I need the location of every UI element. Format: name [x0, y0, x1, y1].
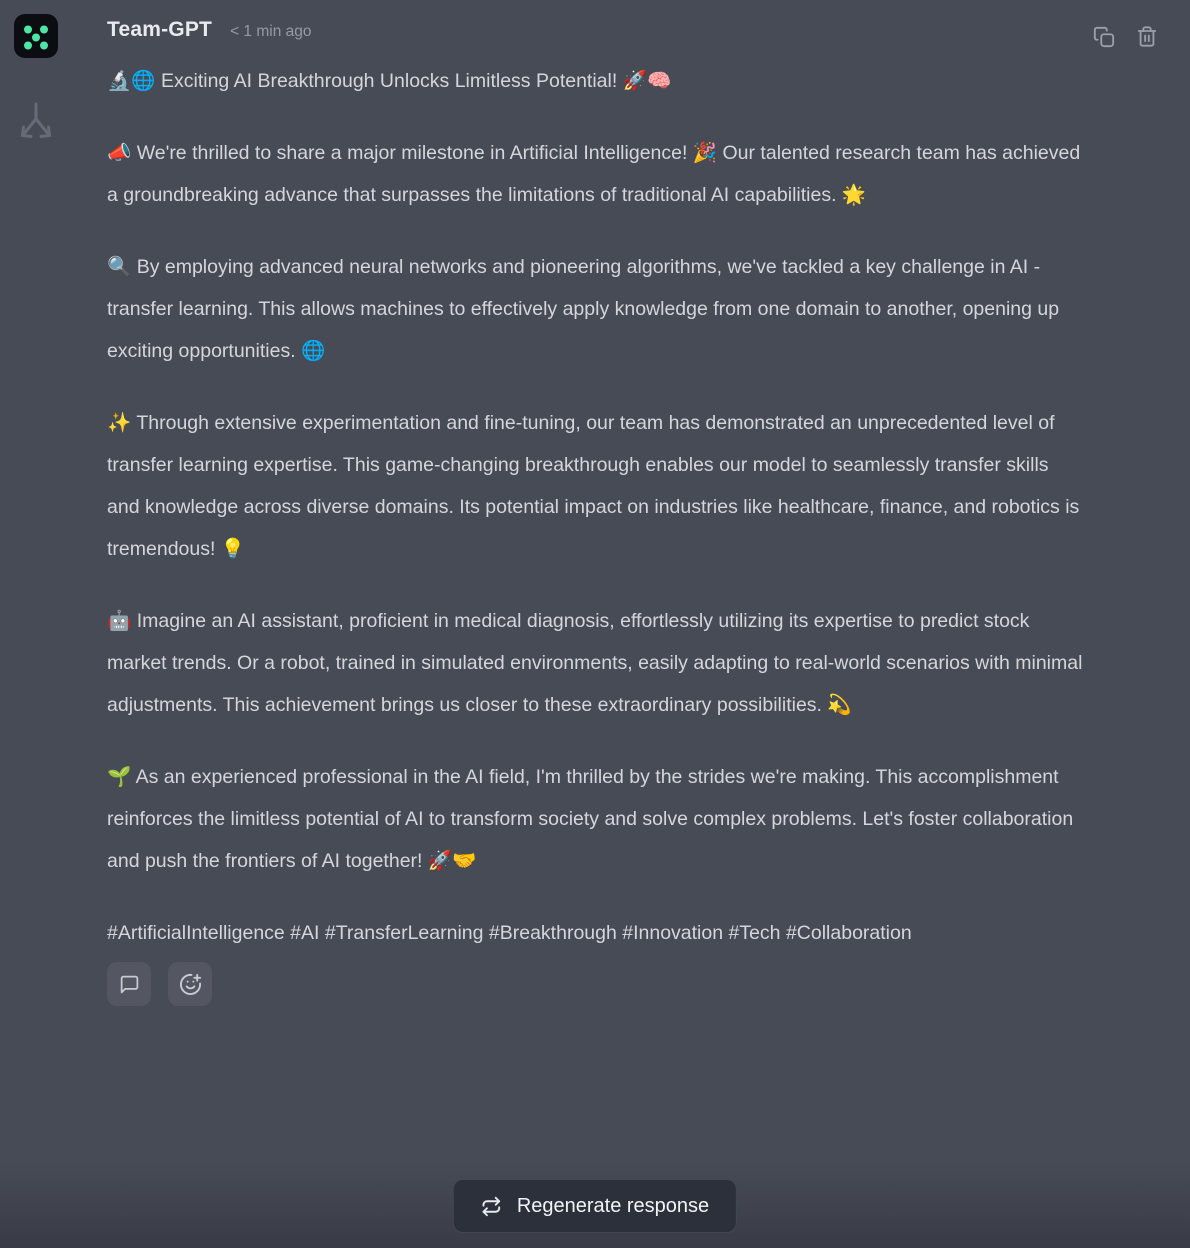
add-reaction-icon [179, 973, 202, 996]
comment-icon [119, 974, 140, 995]
message-paragraph-2: 🔍 By employing advanced neural networks and pioneering algorithms, we've tackled a key challenge in AI - transfer learning. This allows machines to effectively apply knowledge from one domain to another, opening up exciting opportunities. 🌐 [107, 256, 1060, 362]
branch-split-icon[interactable] [14, 100, 58, 146]
regenerate-label: Regenerate response [516, 1194, 710, 1217]
regenerate-button[interactable] [453, 1179, 737, 1233]
message-hashtags: #ArtificialIntelligence #AI #TransferLearning #Breakthrough #Innovation #Tech #Collaboration [107, 922, 912, 944]
message-paragraph-5: 🌱 As an experienced professional in the AI field, I'm thrilled by the strides we're making. This accomplishment reinforces the limitless potential of AI to transform society and solve complex problems. Let's foster collaboration and push the frontiers of AI together! 🚀🤝 [107, 766, 1074, 872]
repeat-icon [481, 1196, 502, 1217]
delete-button[interactable] [1136, 25, 1158, 48]
team-gpt-avatar [14, 14, 58, 58]
message-header [107, 18, 1085, 48]
message-timestamp: < 1 min ago [230, 23, 312, 40]
author-name: Team-GPT [107, 18, 213, 41]
comment-button[interactable] [107, 962, 151, 1006]
message-top-actions [1093, 25, 1158, 48]
message-paragraph-4: 🤖 Imagine an AI assistant, proficient in medical diagnosis, effortlessly utilizing its expertise to predict stock market trends. Or a robot, trained in simulated environments, easily adapting to real-world scenarios with minimal adjustments. This achievement brings us closer to these extraordinary possibilities. 💫 [107, 610, 1083, 716]
five-dots-logo-icon [14, 14, 58, 58]
message-content [107, 18, 1085, 1006]
message-paragraph-3: ✨ Through extensive experimentation and fine-tuning, our team has demonstrated an unprecedented level of transfer learning expertise. This game-changing breakthrough enables our model to seamlessly transfer skills and knowledge across diverse domains. Its potential impact on industries like healthcare, finance, and robotics is tremendous! 💡 [107, 412, 1080, 560]
trash-icon [1136, 25, 1158, 48]
copy-button[interactable] [1093, 25, 1115, 48]
add-reaction-button[interactable] [168, 962, 212, 1006]
message-footer-actions [107, 962, 1085, 1006]
copy-icon [1093, 26, 1115, 48]
message-title: 🔬🌐 Exciting AI Breakthrough Unlocks Limitless Potential! 🚀🧠 [107, 70, 672, 92]
message-paragraph-1: 📣 We're thrilled to share a major milestone in Artificial Intelligence! 🎉 Our talented research team has achieved a groundbreaking advance that surpasses the limitations of traditional AI capabilities. 🌟 [107, 142, 1081, 206]
